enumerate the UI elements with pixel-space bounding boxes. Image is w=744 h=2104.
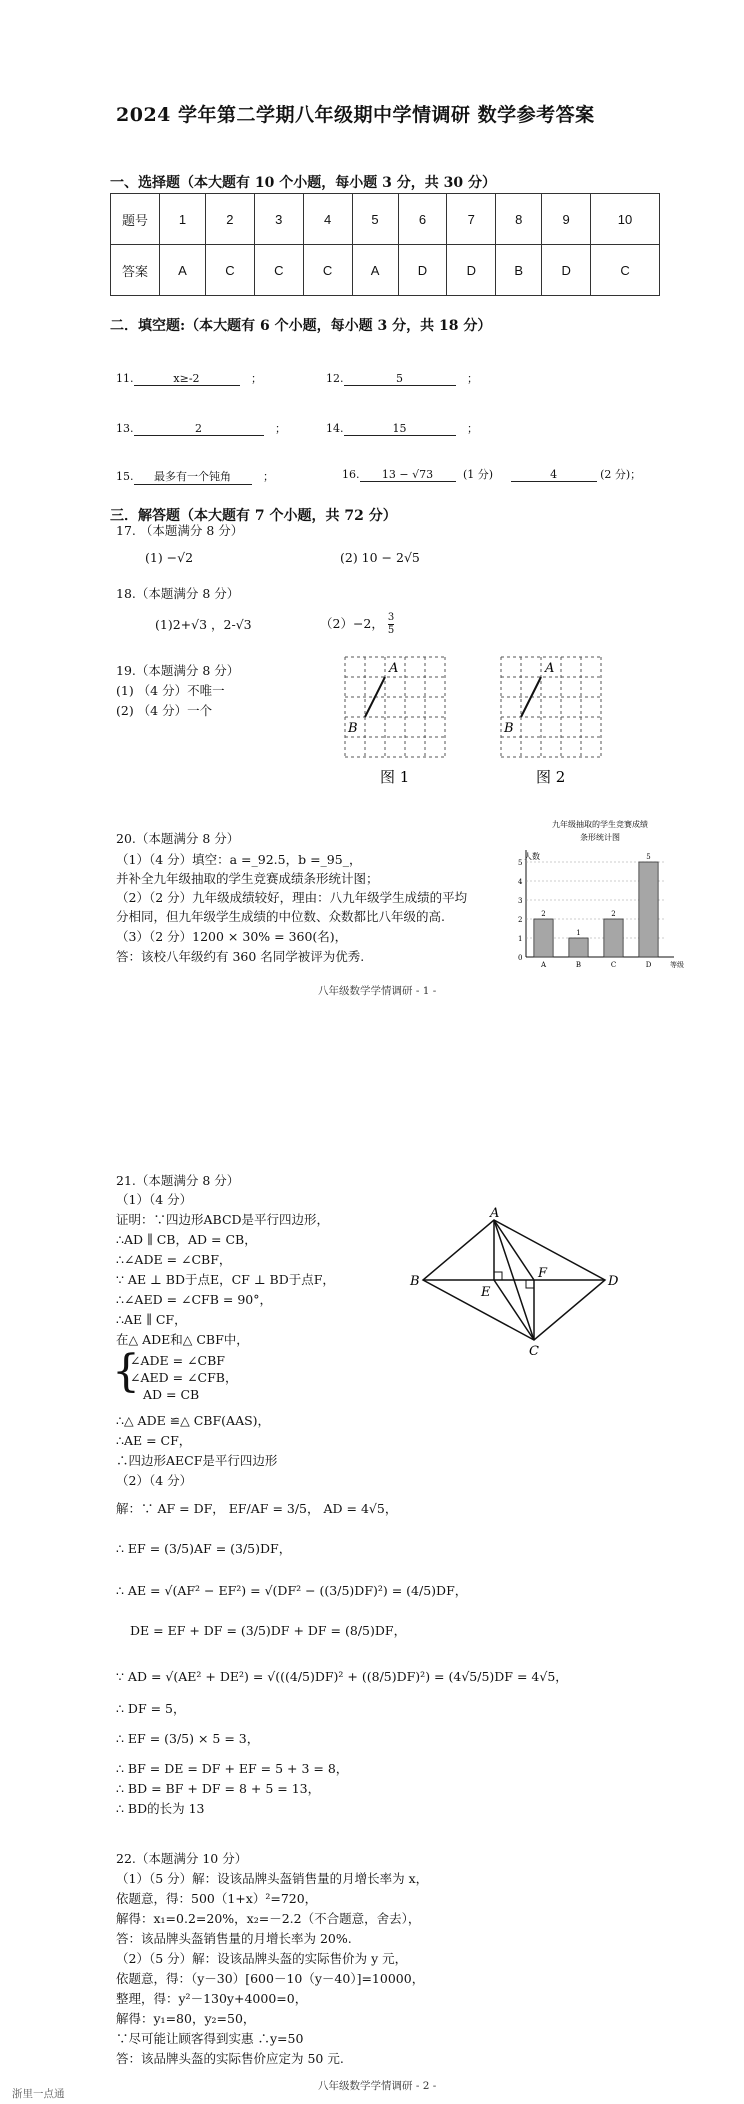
table-cell: 2 [206,194,255,245]
q21-line: ∴AD ∥ CB，AD = CB， [116,1232,257,1247]
q22-line: 答：该品牌头盔的实际售价应定为 50 元. [116,2051,344,2066]
y-tick-label: 0 [518,954,523,962]
q19-part2: (2) （4 分）一个 [116,703,213,718]
point-b-label: B [348,721,358,736]
table-cell: 8 [496,194,542,245]
q16-answer-1: 13 − √73 [360,468,456,482]
q13-number: 13. [116,422,134,435]
q11-number: 11. [116,372,134,385]
q16-points-2: (2 分)； [600,468,642,481]
q11-answer: x≥-2 [134,372,240,386]
system-eq: AD = CB [143,1387,200,1402]
q16 [342,466,641,482]
page-title: 2024 学年第二学期八年级期中学情调研 数学参考答案 [116,104,595,126]
q15 [116,468,274,485]
bar-C [604,919,623,957]
q16-number: 16. [342,468,360,481]
table-row [111,245,660,296]
q21-line: 在△ ADE和△ CBF中， [116,1332,249,1347]
q16-answer-2: 4 [511,468,597,482]
x-tick-label: B [575,961,582,969]
q21-sol: ∴ BD的长为 13 [116,1801,205,1816]
q18-part1: (1)2+√3 ，2-√3 [155,617,252,632]
q22-line: 解得：x₁=0.2=20%，x₂=－2.2（不合题意，舍去）， [116,1911,421,1926]
table-cell: A [352,245,398,296]
q20-line2: 并补全九年级抽取的学生竞赛成绩条形统计图； [116,871,379,886]
answer-table [110,193,660,296]
y-tick-label: 1 [518,935,523,943]
q21-heading: 21.（本题满分 8 分） [116,1173,240,1188]
point-f-label: F [538,1266,548,1281]
bar-value-label: 5 [646,853,651,861]
q14-number: 14. [326,422,344,435]
q18-part2-text: （2）−2， [320,616,384,631]
q20-line3: （2）（2 分）九年级成绩较好，理由：八九年级学生成绩的平均 [116,890,468,905]
point-e-label: E [481,1285,491,1300]
q21-line: ∴四边形AECF是平行四边形 [116,1453,278,1468]
q22-line: 依题意，得：500（1+x）²=720， [116,1891,318,1906]
table-row [111,194,660,245]
q22-line: 答：该品牌头盔销售量的月增长率为 20%. [116,1931,352,1946]
q13-end: ； [275,422,286,435]
system-brace: { [112,1346,140,1397]
x-tick-label: C [610,961,617,969]
q22-line: 依题意，得：（y－30）[600－10（y－40）]=10000， [116,1971,425,1986]
q22-line: 整理，得：y²－130y+4000=0， [116,1991,308,2006]
x-tick-label: D [645,961,652,969]
q22-heading: 22.（本题满分 10 分） [116,1851,248,1866]
q21-line: ∴AE = CF， [116,1433,192,1448]
q17-part1: (1) −√2 [145,550,194,565]
point-a-label: A [545,661,555,676]
q12 [326,370,478,386]
footer-page-1: 八年级数学学情调研 - 1 - [318,985,437,997]
table-cell: D [447,245,496,296]
bar-value-label: 2 [541,910,546,918]
y-tick-label: 4 [518,878,523,886]
q19-part1: (1) （4 分）不唯一 [116,683,225,698]
q18-heading: 18.（本题满分 8 分） [116,586,240,601]
parallelogram-figure [410,1205,630,1359]
fraction-numerator: 3 [387,612,395,623]
q21-sol: ∴ AE = √(AF² − EF²) = √(DF² − ((3/5)DF)²) = (4/5)DF， [116,1583,468,1598]
chart-ylabel: 人数 [524,852,540,861]
q11 [116,370,262,386]
table-cell: 7 [447,194,496,245]
q21-sol: DE = EF + DF = (3/5)DF + DF = (8/5)DF， [130,1623,407,1638]
q11-end: ； [251,372,262,385]
point-b-label: B [410,1274,420,1289]
q21-line: ∴△ ADE ≌△ CBF(AAS)， [116,1413,271,1428]
q12-answer: 5 [344,372,456,386]
table-cell: 9 [542,194,591,245]
system-eq: ∠ADE = ∠CBF [130,1353,225,1368]
q15-end: ； [263,470,274,483]
chart-title-line2: 条形统计图 [580,833,620,842]
q14-answer: 15 [344,422,456,436]
q21-part1: （1）（4 分） [116,1192,193,1207]
q21-line: 证明：∵四边形ABCD是平行四边形， [116,1212,330,1227]
point-c-label: C [529,1344,539,1359]
q13-answer: 2 [134,422,264,436]
q15-answer: 最多有一个钝角 [134,468,252,485]
q12-end: ； [467,372,478,385]
table-cell: B [496,245,542,296]
grid-figure-2 [496,652,616,787]
q16-points-1: (1 分) [463,468,494,481]
q21-sol: ∴ EF = (3/5)AF = (3/5)DF， [116,1541,292,1556]
bar-chart [500,812,690,982]
table-cell: 5 [352,194,398,245]
q21-sol: ∴ BD = BF + DF = 8 + 5 = 13， [116,1781,321,1796]
table-cell: C [591,245,660,296]
q21-sol: ∴ EF = (3/5) × 5 = 3， [116,1731,260,1746]
bar-A [534,919,553,957]
q14-end: ； [467,422,478,435]
chart-xlabel: 等级 [670,961,684,969]
row-label-answer: 答案 [111,245,160,296]
table-cell: C [254,245,303,296]
q22-line: （1）（5 分）解：设该品牌头盔销售量的月增长率为 x， [116,1871,429,1886]
fraction-denominator: 5 [387,625,395,636]
q18-part2 [320,612,394,637]
fig2-caption: 图 2 [536,768,566,786]
q20-line4: 分相同，但九年级学生成绩的中位数、众数都比八年级的高. [116,909,445,924]
q22-line: 解得：y₁=80，y₂=50， [116,2011,256,2026]
table-cell: A [160,245,206,296]
grid-figure-1 [340,652,460,787]
x-tick-label: A [540,961,547,969]
q20-line6: 答：该校八年级约有 360 名同学被评为优秀. [116,949,365,964]
table-cell: 4 [303,194,352,245]
q13 [116,420,286,436]
bar-value-label: 1 [576,929,581,937]
point-a-label: A [490,1206,500,1221]
q17-heading: 17. （本题满分 8 分） [116,523,244,538]
fig1-caption: 图 1 [380,768,410,786]
table-cell: D [398,245,447,296]
q20-line1: （1）（4 分）填空：a =_92.5，b =_95_， [116,852,362,867]
table-cell: C [206,245,255,296]
table-cell: 3 [254,194,303,245]
q20-heading: 20.（本题满分 8 分） [116,831,240,846]
chart-title-line1: 九年级抽取的学生竞赛成绩 [552,820,648,829]
q21-line: ∴AE ∥ CF， [116,1312,187,1327]
bar-B [569,938,588,957]
table-cell: C [303,245,352,296]
q21-sol: ∴ BF = DE = DF + EF = 5 + 3 = 8， [116,1761,349,1776]
y-tick-label: 5 [518,859,523,867]
table-cell: 6 [398,194,447,245]
table-cell: D [542,245,591,296]
bar-D [639,862,658,957]
q15-number: 15. [116,470,134,483]
q18-fraction [388,612,394,637]
bar-value-label: 2 [611,910,616,918]
y-tick-label: 2 [518,916,523,924]
footer-page-2: 八年级数学学情调研 - 2 - [318,2080,437,2092]
section-2-heading: 二．填空题:（本大题有 6 个小题，每小题 3 分，共 18 分） [110,318,492,334]
q22-line: （2）（5 分）解：设该品牌头盔的实际售价为 y 元， [116,1951,408,1966]
q20-line5: （3）（2 分）1200 × 30% = 360(名)， [116,929,348,944]
q17-part2: (2) 10 − 2√5 [340,550,420,565]
q19-heading: 19.（本题满分 8 分） [116,663,240,678]
section-1-heading: 一、选择题（本大题有 10 个小题，每小题 3 分，共 30 分） [110,175,496,191]
q21-sol: ∴ DF = 5， [116,1701,186,1716]
q21-sol: 解：∵ AF = DF， EF/AF = 3/5， AD = 4√5， [116,1501,398,1516]
q21-line: ∴∠ADE = ∠CBF， [116,1252,232,1267]
q21-sol: ∵ AD = √(AE² + DE²) = √(((4/5)DF)² + ((8/5)DF)²) = (4√5/5)DF = 4√5， [116,1669,568,1684]
system-eq: ∠AED = ∠CFB， [130,1370,238,1385]
watermark: 浙里一点通 [12,2088,65,2100]
q21-line: ∴∠AED = ∠CFB = 90°， [116,1292,272,1307]
point-d-label: D [608,1274,619,1289]
q22-line: ∵尽可能让顾客得到实惠 ∴y=50 [116,2031,304,2046]
table-cell: 10 [591,194,660,245]
table-cell: 1 [160,194,206,245]
section-3-heading: 三．解答题（本大题有 7 个小题，共 72 分） [110,508,397,524]
q12-number: 12. [326,372,344,385]
point-a-label: A [389,661,399,676]
row-label-number: 题号 [111,194,160,245]
q21-part2: （2）（4 分） [116,1473,193,1488]
y-tick-label: 3 [518,897,523,905]
point-b-label: B [504,721,514,736]
q14 [326,420,478,436]
q21-line: ∵ AE ⊥ BD于点E，CF ⊥ BD于点F， [116,1272,335,1287]
